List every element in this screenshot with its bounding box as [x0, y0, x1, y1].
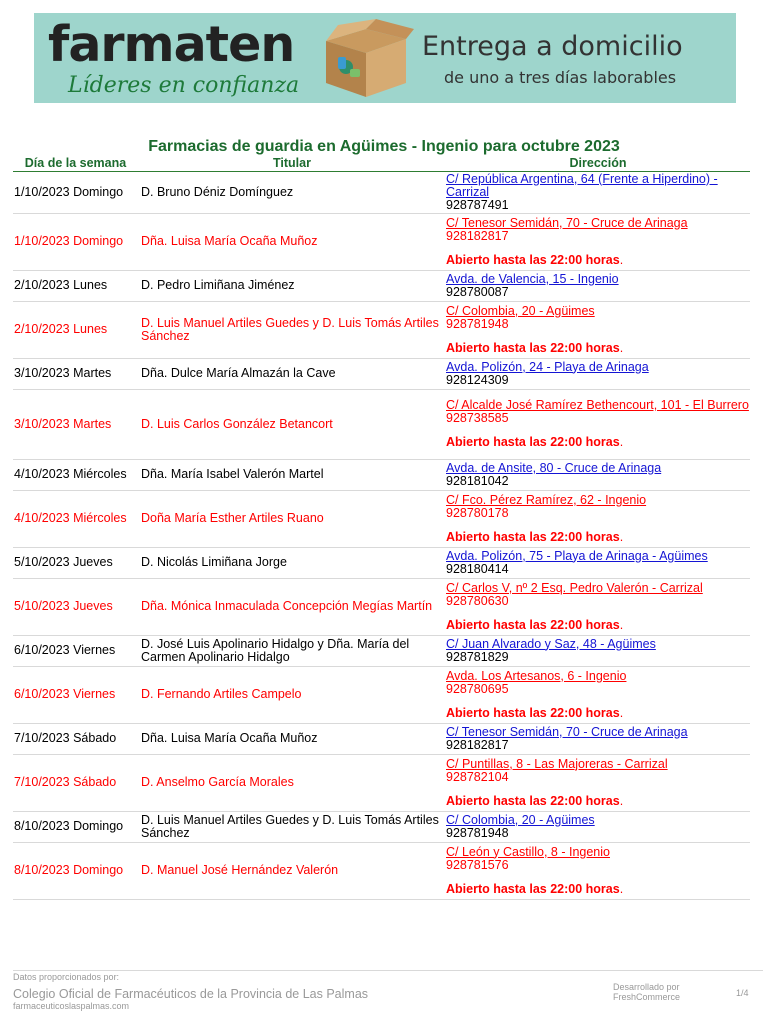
- delivery-box-icon: [318, 19, 414, 99]
- cell-address: [446, 547, 750, 578]
- opening-hours-note: [446, 342, 750, 355]
- address-link[interactable]: Avda. de Ansite, 80 - Cruce de Arinaga: [446, 460, 662, 475]
- cell-address: [446, 389, 750, 459]
- cell-address: [446, 578, 750, 635]
- opening-hours-text: Abierto hasta las 22:00 horas: [446, 793, 620, 808]
- phone-number: 928780695: [446, 681, 509, 696]
- address-link[interactable]: Avda. Polizón, 24 - Playa de Arinaga: [446, 359, 649, 374]
- phone-number: 928124309: [446, 372, 509, 387]
- column-header-owner: Titular: [138, 156, 446, 171]
- footer-provided-by: Datos proporcionados por:: [13, 972, 120, 982]
- opening-hours-note: [446, 254, 750, 267]
- footer-developed-by-label: Desarrollado por: [613, 982, 680, 992]
- cell-day: 8/10/2023 Domingo: [13, 811, 138, 842]
- phone-number: 928780630: [446, 593, 509, 608]
- cell-day: 1/10/2023 Domingo: [13, 213, 138, 270]
- opening-hours-note: [446, 883, 750, 896]
- cell-day: 4/10/2023 Miércoles: [13, 490, 138, 547]
- table-header-row: [13, 156, 750, 171]
- footer-website[interactable]: farmaceuticoslaspalmas.com: [13, 1001, 130, 1011]
- address-link[interactable]: C/ Tenesor Semidán, 70 - Cruce de Arinaga: [446, 215, 688, 230]
- cell-day: 2/10/2023 Lunes: [13, 270, 138, 301]
- address-link[interactable]: C/ Fco. Pérez Ramírez, 62 - Ingenio: [446, 492, 647, 507]
- table-row: [13, 666, 750, 723]
- opening-hours-note: [446, 795, 750, 808]
- phone-number: 928787491: [446, 197, 509, 212]
- address-link[interactable]: C/ Colombia, 20 - Agüimes: [446, 303, 595, 318]
- phone-number: 928780178: [446, 505, 509, 520]
- column-header-day: Día de la semana: [13, 156, 138, 171]
- opening-hours-text: Abierto hasta las 22:00 horas: [446, 529, 620, 544]
- address-link[interactable]: C/ Carlos V, nº 2 Esq. Pedro Valerón - Carrizal: [446, 580, 703, 595]
- cell-day: 6/10/2023 Viernes: [13, 666, 138, 723]
- address-link[interactable]: C/ Tenesor Semidán, 70 - Cruce de Arinaga: [446, 724, 688, 739]
- address-link[interactable]: C/ Alcalde José Ramírez Bethencourt, 101 - El Burrero: [446, 398, 749, 412]
- phone-number: 928182817: [446, 737, 509, 752]
- cell-day: 7/10/2023 Sábado: [13, 723, 138, 754]
- page-number: 1/4: [736, 988, 749, 998]
- cell-day: 3/10/2023 Martes: [13, 358, 138, 389]
- address-link[interactable]: C/ República Argentina, 64 (Frente a Hiperdino) - Carrizal: [446, 171, 718, 199]
- cell-owner: Dña. Luisa María Ocaña Muñoz: [138, 213, 446, 270]
- table-row: [13, 635, 750, 666]
- phone-number: 928181042: [446, 473, 509, 488]
- phone-number: 928781948: [446, 825, 509, 840]
- hours-period: .: [619, 252, 624, 267]
- cell-address: [446, 723, 750, 754]
- cell-address: [446, 754, 750, 811]
- delivery-subtitle: de uno a tres días laborables: [444, 68, 677, 87]
- cell-owner: Dña. Dulce María Almazán la Cave: [138, 358, 446, 389]
- address-link[interactable]: C/ Juan Alvarado y Saz, 48 - Agüimes: [446, 636, 656, 651]
- table-row: [13, 490, 750, 547]
- address-link[interactable]: C/ León y Castillo, 8 - Ingenio: [446, 844, 610, 859]
- cell-address: [446, 490, 750, 547]
- cell-day: 6/10/2023 Viernes: [13, 635, 138, 666]
- table-row: [13, 213, 750, 270]
- cell-day: 8/10/2023 Domingo: [13, 842, 138, 899]
- phone-number: 928780087: [446, 284, 509, 299]
- table-row: [13, 842, 750, 899]
- hours-period: .: [619, 340, 624, 355]
- cell-owner: D. Luis Manuel Artiles Guedes y D. Luis Tomás Artiles Sánchez: [138, 301, 446, 358]
- table-row: [13, 811, 750, 842]
- table-row: [13, 459, 750, 490]
- opening-hours-text: Abierto hasta las 22:00 horas: [446, 705, 620, 720]
- phone-number: 928781948: [446, 316, 509, 331]
- cell-owner: Dña. Mónica Inmaculada Concepción Megías Martín: [138, 578, 446, 635]
- footer-college-name: Colegio Oficial de Farmacéuticos de la Provincia de Las Palmas: [13, 987, 369, 1001]
- pharmacy-schedule-table: [13, 156, 750, 900]
- cell-day: 4/10/2023 Miércoles: [13, 459, 138, 490]
- table-row: [13, 171, 750, 213]
- table-row: [13, 754, 750, 811]
- address-link[interactable]: Avda. Los Artesanos, 6 - Ingenio: [446, 668, 627, 683]
- cell-address: [446, 811, 750, 842]
- address-link[interactable]: Avda. Polizón, 75 - Playa de Arinaga - Agüimes: [446, 548, 708, 563]
- cell-address: [446, 213, 750, 270]
- opening-hours-text: Abierto hasta las 22:00 horas: [446, 435, 620, 449]
- phone-number: 928782104: [446, 769, 509, 784]
- cell-address: [446, 358, 750, 389]
- table-row: [13, 578, 750, 635]
- advertising-banner[interactable]: [34, 13, 736, 103]
- phone-number: 928180414: [446, 561, 509, 576]
- cell-owner: Dña. María Isabel Valerón Martel: [138, 459, 446, 490]
- cell-owner: D. Pedro Limiñana Jiménez: [138, 270, 446, 301]
- table-row: [13, 547, 750, 578]
- cell-address: [446, 459, 750, 490]
- address-link[interactable]: C/ Puntillas, 8 - Las Majoreras - Carrizal: [446, 756, 668, 771]
- opening-hours-text: Abierto hasta las 22:00 horas: [446, 252, 620, 267]
- cell-address: [446, 842, 750, 899]
- cell-address: [446, 171, 750, 213]
- opening-hours-text: Abierto hasta las 22:00 horas: [446, 340, 620, 355]
- cell-owner: Dña. Luisa María Ocaña Muñoz: [138, 723, 446, 754]
- cell-address: [446, 301, 750, 358]
- opening-hours-text: Abierto hasta las 22:00 horas: [446, 617, 620, 632]
- hours-period: .: [619, 793, 624, 808]
- address-link[interactable]: Avda. de Valencia, 15 - Ingenio: [446, 271, 619, 286]
- brand-tagline: Líderes en confianza: [68, 73, 300, 98]
- cell-owner: D. Manuel José Hernández Valerón: [138, 842, 446, 899]
- footer-divider: [13, 970, 763, 971]
- footer-developer-name: FreshCommerce: [613, 992, 681, 1002]
- brand-logo: farmaten: [48, 16, 295, 73]
- page-title: Farmacias de guardia en Agüimes - Ingenio para octubre 2023: [148, 138, 620, 155]
- cell-day: 7/10/2023 Sábado: [13, 754, 138, 811]
- table-row: [13, 301, 750, 358]
- delivery-title: Entrega a domicilio: [422, 31, 683, 62]
- table-row: [13, 389, 750, 459]
- cell-day: 5/10/2023 Jueves: [13, 578, 138, 635]
- cell-address: [446, 270, 750, 301]
- cell-address: [446, 635, 750, 666]
- cell-owner: D. Nicolás Limiñana Jorge: [138, 547, 446, 578]
- cell-owner: D. Bruno Déniz Domínguez: [138, 171, 446, 213]
- cell-owner: D. José Luis Apolinario Hidalgo y Dña. María del Carmen Apolinario Hidalgo: [138, 635, 446, 666]
- opening-hours-note: [446, 619, 750, 632]
- phone-number: 928781576: [446, 857, 509, 872]
- cell-day: 1/10/2023 Domingo: [13, 171, 138, 213]
- table-row: [13, 723, 750, 754]
- opening-hours-note: [446, 707, 750, 720]
- column-header-address: Dirección: [446, 156, 750, 171]
- cell-owner: D. Fernando Artiles Campelo: [138, 666, 446, 723]
- hours-period: .: [619, 705, 624, 720]
- phone-number: 928738585: [446, 411, 509, 425]
- hours-period: .: [619, 435, 624, 449]
- hours-period: .: [619, 881, 624, 896]
- phone-number: 928781829: [446, 649, 509, 664]
- cell-owner: D. Luis Manuel Artiles Guedes y D. Luis Tomás Artiles Sánchez: [138, 811, 446, 842]
- cell-address: [446, 666, 750, 723]
- opening-hours-note: [446, 531, 750, 544]
- hours-period: .: [619, 617, 624, 632]
- footer-developer[interactable]: [613, 982, 680, 1002]
- opening-hours-note: [446, 436, 750, 449]
- cell-day: 2/10/2023 Lunes: [13, 301, 138, 358]
- cell-day: 5/10/2023 Jueves: [13, 547, 138, 578]
- cell-owner: Doña María Esther Artiles Ruano: [138, 490, 446, 547]
- address-link[interactable]: C/ Colombia, 20 - Agüimes: [446, 812, 595, 827]
- table-row: [13, 270, 750, 301]
- cell-owner: D. Anselmo García Morales: [138, 754, 446, 811]
- cell-day: 3/10/2023 Martes: [13, 389, 138, 459]
- cell-owner: D. Luis Carlos González Betancort: [138, 389, 446, 459]
- table-row: [13, 358, 750, 389]
- hours-period: .: [619, 529, 624, 544]
- phone-number: 928182817: [446, 228, 509, 243]
- opening-hours-text: Abierto hasta las 22:00 horas: [446, 881, 620, 896]
